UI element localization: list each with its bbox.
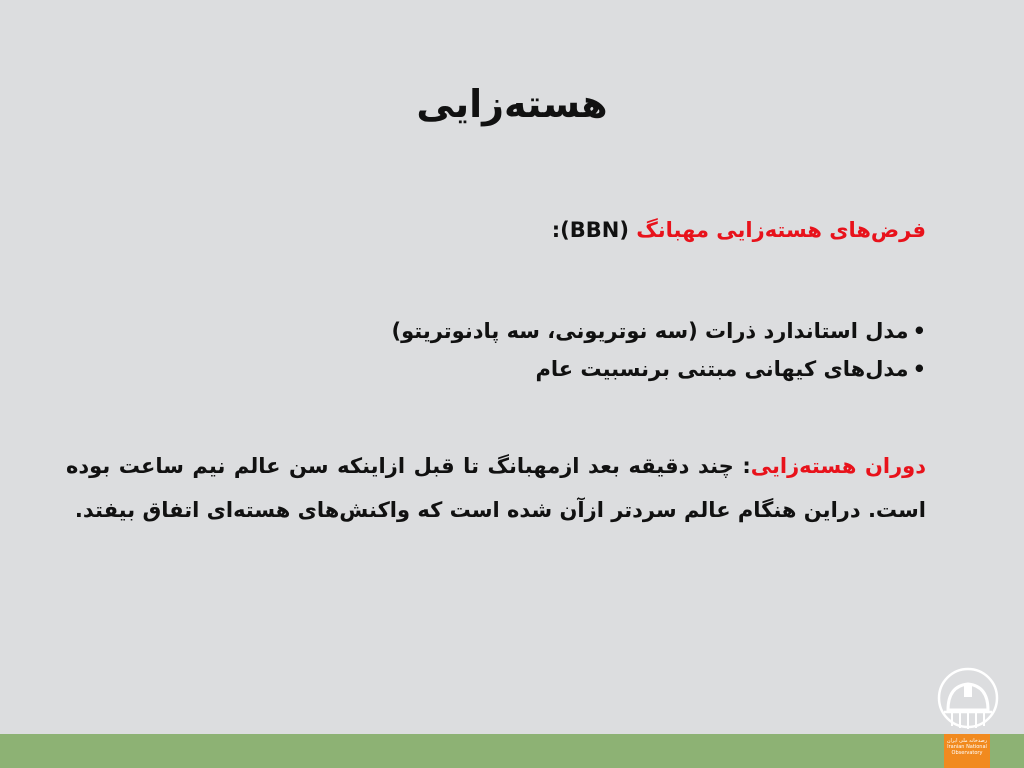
- era-label: دوران هسته‌زایی: [750, 454, 926, 478]
- assumptions-list: [66, 312, 926, 388]
- bbn-heading: [66, 218, 926, 242]
- badge-line: رصدخانه ملی ایران: [946, 738, 988, 744]
- bullet-text: مدل‌های کیهانی مبتنی برنسبیت عام: [535, 357, 909, 381]
- bullet-icon: •: [912, 357, 926, 381]
- bbn-heading-rest: (BBN):: [551, 218, 637, 242]
- bullet-icon: •: [912, 319, 926, 343]
- bullet-text: مدل استاندارد ذرات (سه نوتریونی، سه پادنوتریتو): [391, 319, 909, 343]
- bbn-heading-red: فرض‌های هسته‌زایی مهبانگ: [636, 218, 926, 242]
- observatory-dome-icon: [932, 664, 1004, 736]
- badge-line: Iranian National: [947, 744, 987, 750]
- list-item: [66, 312, 926, 350]
- slide-title: هسته‌زایی: [416, 82, 608, 126]
- footer-bar: [0, 734, 1024, 768]
- badge-line: Observatory: [951, 750, 983, 756]
- era-text: : چند دقیقه بعد ازمهبانگ تا قبل ازاینکه سن عالم نیم ساعت بوده است. دراین هنگام عالم سردتر ازآن شده است که واکنش‌های هسته‌ای اتفاق بیفتد.: [66, 454, 926, 522]
- era-paragraph: [66, 444, 926, 532]
- observatory-badge: [944, 734, 990, 768]
- observatory-logo: [932, 664, 1004, 768]
- list-item: [66, 350, 926, 388]
